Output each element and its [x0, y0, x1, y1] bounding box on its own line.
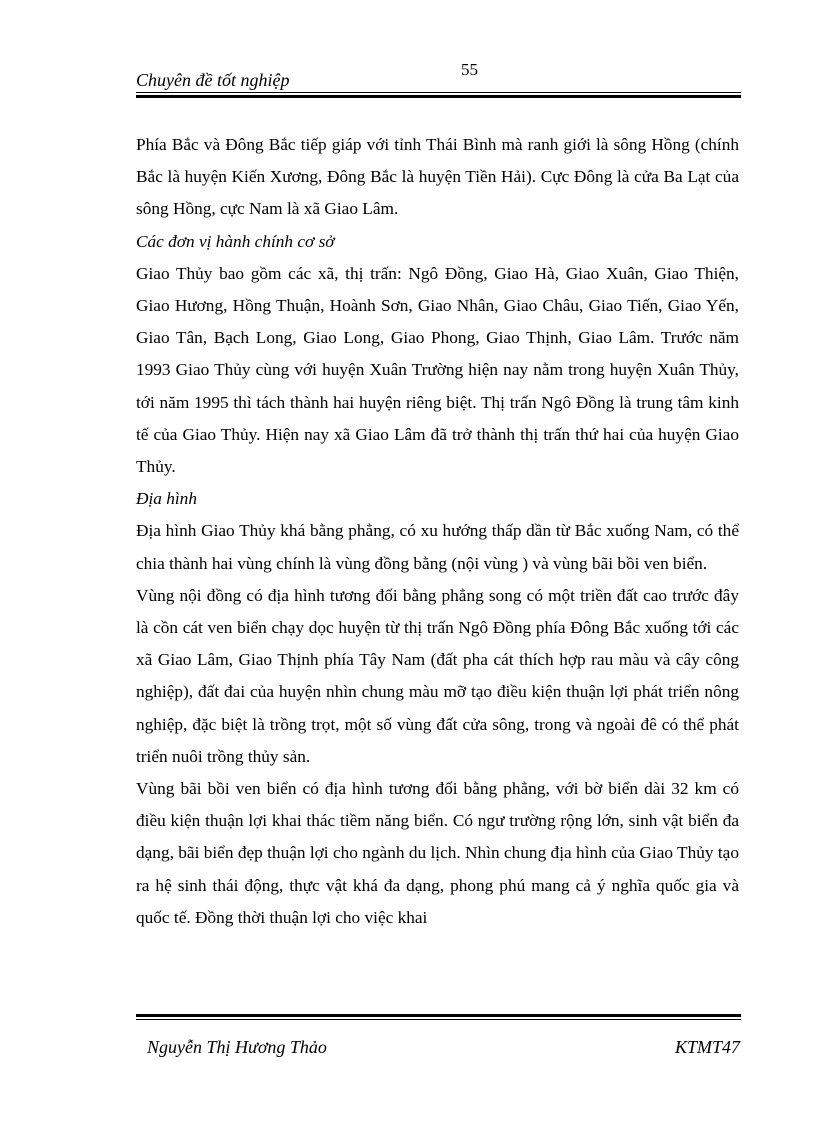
- page-header: [136, 56, 741, 102]
- header-rule-thin: [136, 92, 741, 93]
- heading-admin-units: Các đơn vị hành chính cơ sở: [136, 231, 335, 251]
- footer-rule-thin: [136, 1019, 741, 1020]
- paragraph-coastal-area: Vùng bãi bồi ven biển có địa hình tương đối bằng phẳng, với bờ biển dài 32 km có điều kiện thuận lợi khai thác tiềm năng biển. Có ngư trường rộng lớn, sinh vật biển đa dạng, bãi biển đẹp thuận lợi cho ngành du lịch. Nhìn chung địa hình của Giao Thủy tạo ra hệ sinh thái động, thực vật khá đa dạng, phong phú mang cả ý nghĩa quốc gia và quốc tế. Đồng thời thuận lợi cho việc khai: [136, 779, 739, 927]
- page-body: [136, 129, 739, 934]
- header-rule-thick: [136, 95, 741, 98]
- heading-terrain: Địa hình: [136, 489, 197, 509]
- header-title: Chuyên đề tốt nghiệp: [136, 70, 290, 90]
- paragraph-borders: Phía Bắc và Đông Bắc tiếp giáp với tỉnh Thái Bình mà ranh giới là sông Hồng (chính Bắc là huyện Kiến Xương, Đông Bắc là huyện Tiền Hải). Cực Đông là cửa Ba Lạt của sông Hồng, cực Nam là xã Giao Lâm.: [136, 135, 739, 219]
- footer-class-code: KTMT47: [674, 1037, 740, 1057]
- paragraph-inland-area: Vùng nội đồng có địa hình tương đối bằng phẳng song có một triền đất cao trước đây là cồn cát ven biển chạy dọc huyện từ thị trấn Ngô Đồng phía Đông Bắc xuống tới các xã Giao Lâm, Giao Thịnh phía Tây Nam (đất pha cát thích hợp rau màu và cây công nghiệp), đất đai của huyện nhìn chung màu mỡ tạo điều kiện thuận lợi phát triển nông nghiệp, đặc biệt là trồng trọt, một số vùng đất cửa sông, trong và ngoài đê có thể phát triển nuôi trồng thủy sản.: [136, 585, 739, 766]
- footer-author: Nguyễn Thị Hương Thảo: [147, 1037, 327, 1057]
- footer-rule-thick: [136, 1014, 741, 1017]
- paragraph-admin-units: Giao Thủy bao gồm các xã, thị trấn: Ngô Đồng, Giao Hà, Giao Xuân, Giao Thiện, Giao Hương, Hồng Thuận, Hoành Sơn, Giao Nhân, Giao Châu, Giao Tiến, Giao Yến, Giao Tân, Bạch Long, Giao Long, Giao Phong, Giao Thịnh, Giao Lâm. Trước năm 1993 Giao Thủy cùng với huyện Xuân Trường hiện nay nằm trong huyện Xuân Thủy, tới năm 1995 thì tách thành hai huyện riêng biệt. Thị trấn Ngô Đồng là trung tâm kinh tế của Giao Thủy. Hiện nay xã Giao Lâm đã trở thành thị trấn thứ hai của huyện Giao Thủy.: [136, 263, 739, 477]
- paragraph-terrain-overview: Địa hình Giao Thủy khá bằng phẳng, có xu hướng thấp dần từ Bắc xuống Nam, có thể chia thành hai vùng chính là vùng đồng bằng (nội vùng ) và vùng bãi bồi ven biển.: [136, 521, 739, 573]
- page-number: 55: [461, 60, 478, 79]
